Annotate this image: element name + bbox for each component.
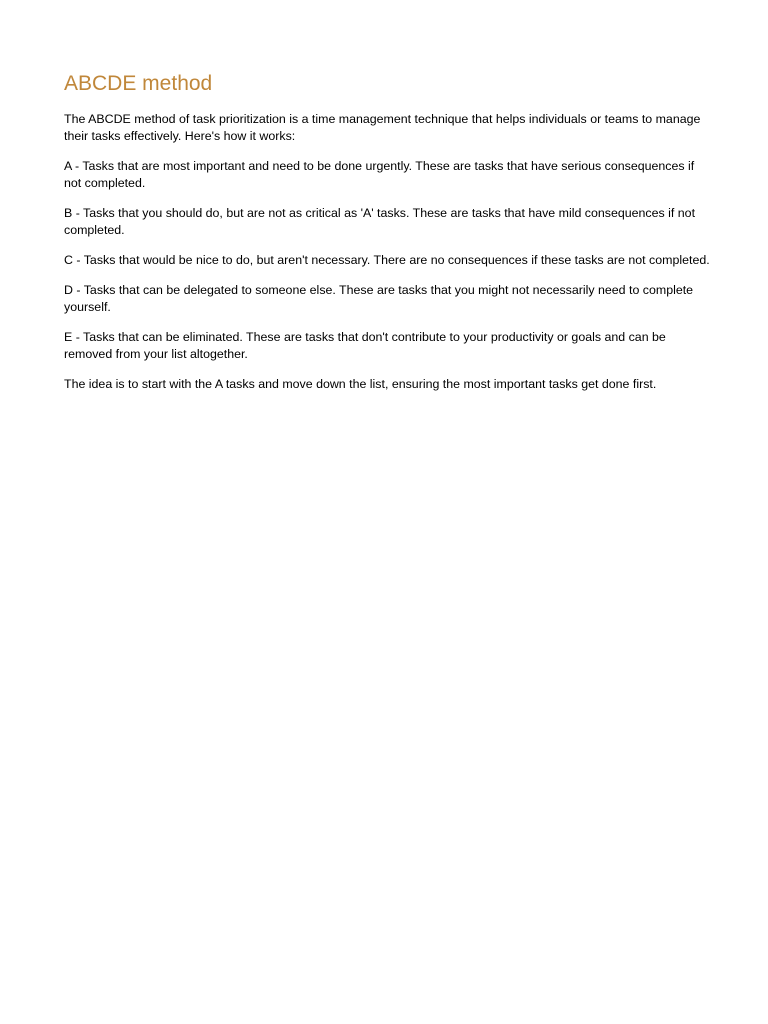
item-d-paragraph: D - Tasks that can be delegated to someone else. These are tasks that you might not necessarily need to complete yourself.	[64, 283, 694, 314]
item-e-paragraph: E - Tasks that can be eliminated. These are tasks that don't contribute to your productivity or goals and can be removed from your list altogether.	[64, 330, 666, 361]
item-b-paragraph: B - Tasks that you should do, but are not as critical as 'A' tasks. These are tasks that have mild consequences if not completed.	[64, 206, 696, 237]
intro-paragraph: The ABCDE method of task prioritization is a time management technique that helps individuals or teams to manage their tasks effectively. Here's how it works:	[64, 112, 701, 143]
item-c-paragraph: C - Tasks that would be nice to do, but aren't necessary. There are no consequences if these tasks are not completed.	[64, 253, 710, 267]
item-a-paragraph: A - Tasks that are most important and need to be done urgently. These are tasks that have serious consequences if not completed.	[64, 159, 695, 190]
document-page	[64, 70, 712, 406]
document-title: ABCDE method	[64, 72, 213, 95]
conclusion-paragraph: The idea is to start with the A tasks and move down the list, ensuring the most important tasks get done first.	[64, 377, 657, 391]
